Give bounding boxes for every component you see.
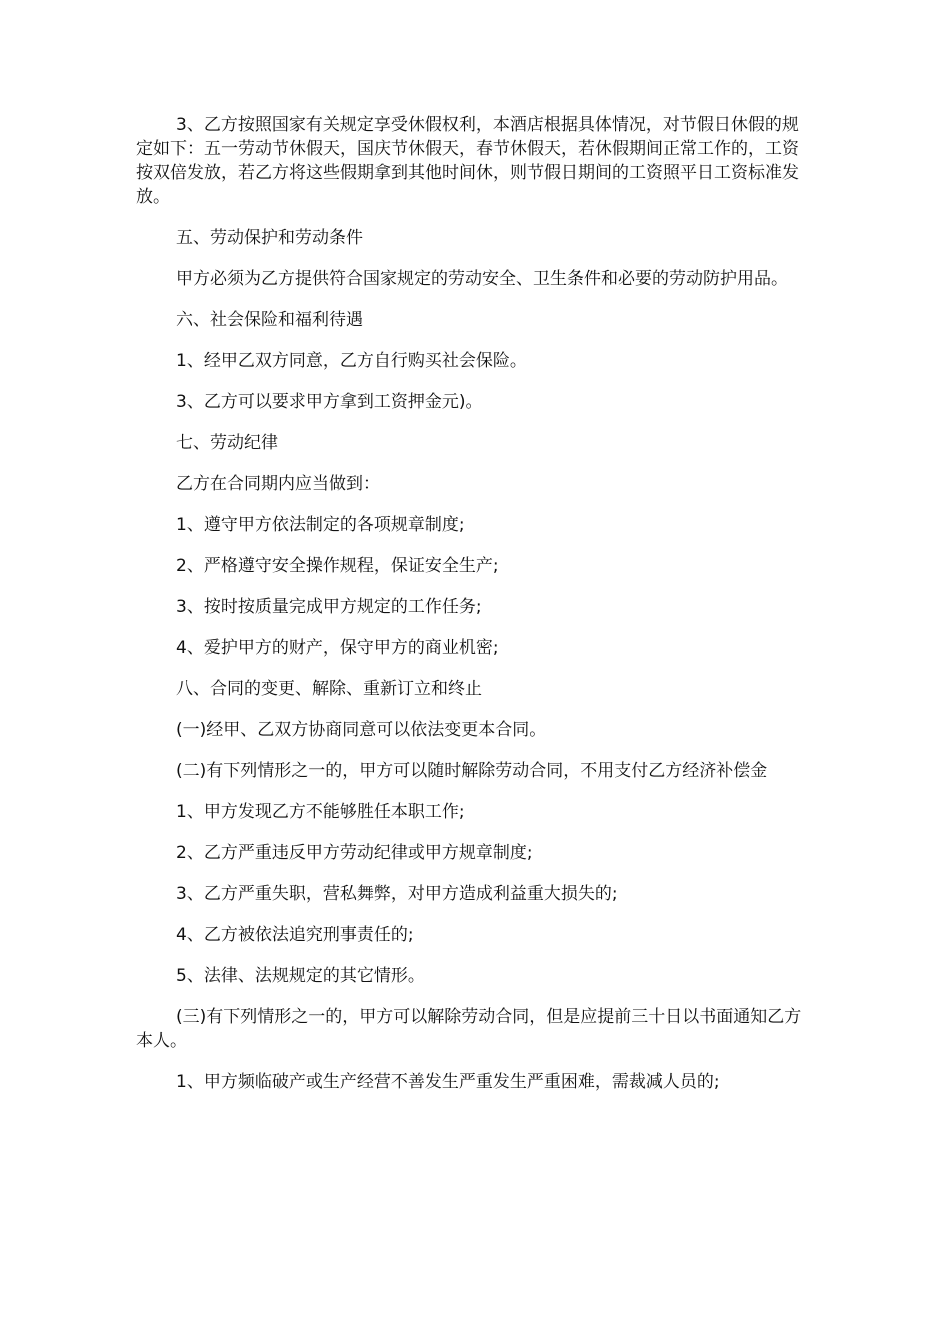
paragraph-insurance-3: 3、乙方可以要求甲方拿到工资押金元)。 — [176, 392, 483, 412]
list-item-termination-3: 3、乙方严重失职，营私舞弊，对甲方造成利益重大损失的; — [176, 884, 618, 904]
heading-labor-discipline: 七、劳动纪律 — [176, 433, 278, 453]
list-item-termination-2: 2、乙方严重违反甲方劳动纪律或甲方规章制度; — [176, 843, 533, 863]
paragraph-safety-conditions: 甲方必须为乙方提供符合国家规定的劳动安全、卫生条件和必要的劳动防护用品。 — [176, 269, 788, 289]
list-item-discipline-4: 4、爱护甲方的财产，保守甲方的商业机密; — [176, 638, 499, 658]
list-item-discipline-1: 1、遵守甲方依法制定的各项规章制度; — [176, 515, 465, 535]
list-item-termination-4: 4、乙方被依法追究刑事责任的; — [176, 925, 414, 945]
list-item-termination-1: 1、甲方发现乙方不能够胜任本职工作; — [176, 802, 465, 822]
list-item-discipline-3: 3、按时按质量完成甲方规定的工作任务; — [176, 597, 482, 617]
heading-contract-changes: 八、合同的变更、解除、重新订立和终止 — [176, 679, 482, 699]
paragraph-notice-termination: (三)有下列情形之一的，甲方可以解除劳动合同，但是应提前三十日以书面通知乙方本人。 — [136, 1007, 802, 1051]
paragraph-discipline-intro: 乙方在合同期内应当做到： — [176, 474, 380, 494]
paragraph-change-by-agreement: (一)经甲、乙双方协商同意可以依法变更本合同。 — [176, 720, 547, 740]
heading-social-insurance: 六、社会保险和福利待遇 — [176, 310, 363, 330]
document-body — [136, 113, 812, 1111]
list-item-discipline-2: 2、严格遵守安全操作规程，保证安全生产; — [176, 556, 499, 576]
list-item-notice-1: 1、甲方频临破产或生产经营不善发生严重发生严重困难，需裁减人员的; — [176, 1072, 720, 1092]
paragraph-insurance-1: 1、经甲乙双方同意，乙方自行购买社会保险。 — [176, 351, 527, 371]
list-item-termination-5: 5、法律、法规规定的其它情形。 — [176, 966, 425, 986]
paragraph-holiday-rules: 3、乙方按照国家有关规定享受休假权利，本酒店根据具体情况，对节假日休假的规定如下：五一劳动节休假天，国庆节休假天，春节休假天，若休假期间正常工作的，工资按双倍发放，若乙方将这些假期拿到其他时间休，则节假日期间的工资照平日工资标准发放。 — [136, 115, 799, 207]
paragraph-immediate-termination: (二)有下列情形之一的，甲方可以随时解除劳动合同，不用支付乙方经济补偿金 — [176, 761, 768, 781]
heading-labor-protection: 五、劳动保护和劳动条件 — [176, 228, 363, 248]
